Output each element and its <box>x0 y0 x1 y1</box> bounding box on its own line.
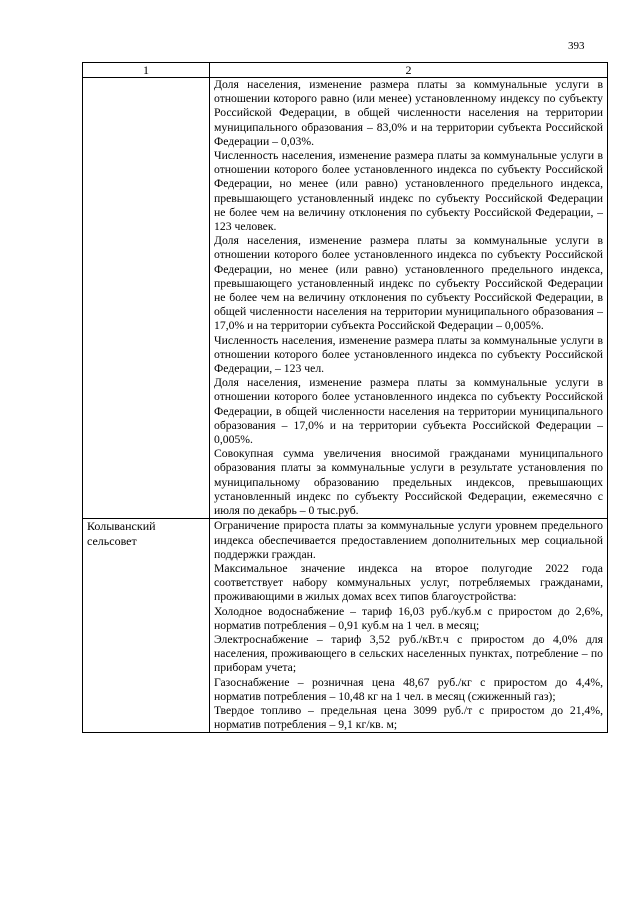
page-number: 393 <box>568 40 585 52</box>
paragraph: Численность населения, изменение размера платы за коммунальные услуги в отношении которого более установленного индекса по субъекту Российской Федерации, но менее (или равно) установленного предельного индекса, превышающего установленный индекс по субъекту Российской Федерации не более чем на величину отклонения по субъекту Российской Федерации, – 123 человек. <box>214 149 603 234</box>
table-header-row <box>83 63 608 78</box>
municipality-cell: Колыванский сельсовет <box>83 519 210 733</box>
description-cell <box>210 78 608 519</box>
column-header-2: 2 <box>210 63 608 78</box>
paragraph: Холодное водоснабжение – тариф 16,03 руб./куб.м с приростом до 2,6%, норматив потребления – 0,91 куб.м на 1 чел. в месяц; <box>214 604 603 632</box>
paragraph: Численность населения, изменение размера платы за коммунальные услуги в отношении которого более установленного индекса по субъекту Российской Федерации, – 123 чел. <box>214 333 603 376</box>
column-header-1: 1 <box>83 63 210 78</box>
municipality-cell <box>83 78 210 519</box>
table-row <box>83 519 608 733</box>
description-cell <box>210 519 608 733</box>
paragraph: Твердое топливо – предельная цена 3099 руб./т с приростом до 21,4%, норматив потребления – 9,1 кг/кв. м; <box>214 703 603 732</box>
paragraph: Доля населения, изменение размера платы за коммунальные услуги в отношении которого более установленного индекса по субъекту Российской Федерации, в общей численности населения на территории муниципального образования – 17,0% и на территории субъекта Российской Федерации – 0,005%. <box>214 376 603 447</box>
table-row <box>83 78 608 519</box>
paragraph: Доля населения, изменение размера платы за коммунальные услуги в отношении которого равно (или менее) установленному индексу по субъекту Российской Федерации, в общей численности населения на территории муниципального образования – 83,0% и на территории субъекта Российской Федерации – 0,03%. <box>214 78 603 148</box>
paragraph: Совокупная сумма увеличения вносимой гражданами муниципального образования платы за коммунальные услуги в результате установления по муниципальному образованию предельных индексов, превышающих установленный индекс по субъекту Российской Федерации, ежемесячно с июля по декабрь – 0 тыс.руб. <box>214 447 603 518</box>
data-table <box>82 62 608 733</box>
paragraph: Доля населения, изменение размера платы за коммунальные услуги в отношении которого более установленного индекса по субъекту Российской Федерации, но менее (или равно) установленного предельного индекса, превышающего установленный индекс по субъекту Российской Федерации не более чем на величину отклонения по субъекту Российской Федерации, в общей численности населения на территории муниципального образования – 17,0% и на территории субъекта Российской Федерации – 0,005%. <box>214 234 603 333</box>
paragraph: Электроснабжение – тариф 3,52 руб./кВт.ч с приростом до 4,0% для населения, проживающего в сельских населенных пунктах, потребление – по приборам учета; <box>214 632 603 675</box>
paragraph: Ограничение прироста платы за коммунальные услуги уровнем предельного индекса обеспечивается предоставлением дополнительных мер социальной поддержки граждан. <box>214 519 603 561</box>
paragraph: Газоснабжение – розничная цена 48,67 руб./кг с приростом до 4,4%, норматив потребления – 10,48 кг на 1 чел. в месяц (сжиженный газ); <box>214 675 603 703</box>
paragraph: Максимальное значение индекса на второе полугодие 2022 года соответствует набору коммунальных услуг, потребляемых гражданами, проживающими в жилых домах всех типов благоустройства: <box>214 561 603 604</box>
